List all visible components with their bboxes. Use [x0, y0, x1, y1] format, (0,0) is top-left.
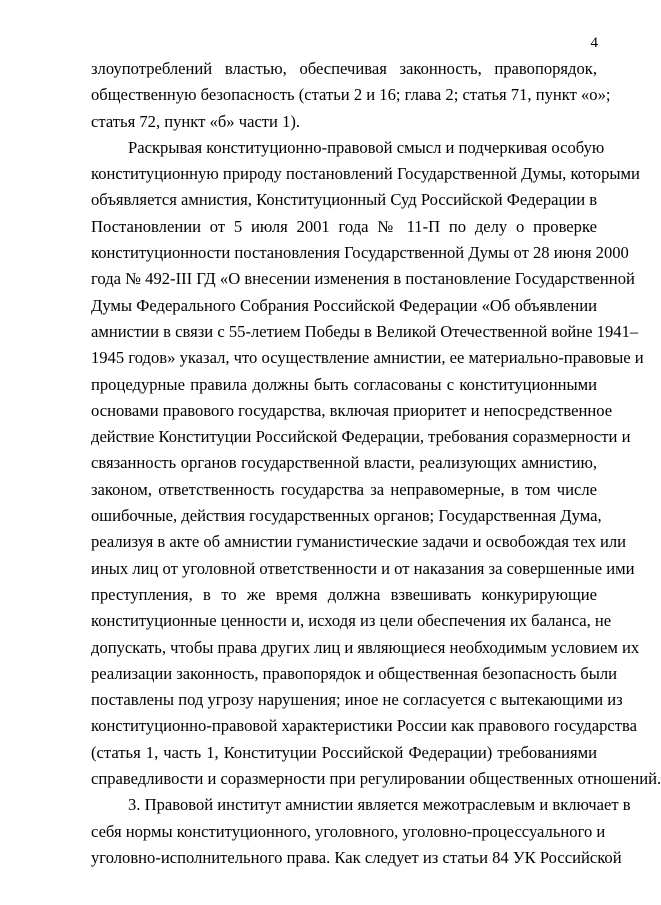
- text-line: злоупотреблений властью, обеспечивая законность, правопорядок,: [91, 59, 597, 78]
- page-number: 4: [590, 35, 598, 51]
- text-line: статья 72, пункт «б» части 1).: [91, 111, 301, 131]
- text-line: уголовно-исполнительного права. Как следует из статьи 84 УК Российской: [91, 847, 622, 867]
- text-line: конституционно-правовой характеристики России как правового государства: [91, 716, 637, 736]
- paragraph: [91, 135, 661, 792]
- text-line: реализуя в акте об амнистии гуманистические задачи и освобождая тех или: [91, 532, 627, 552]
- text-line: Раскрывая конституционно-правовой смысл и подчеркивая особую: [128, 137, 605, 157]
- paragraph: [91, 792, 631, 871]
- document-body: [91, 56, 661, 871]
- text-line: допускать, чтобы права других лиц и являющиеся необходимым условием их: [91, 637, 640, 657]
- text-line: (статья 1, часть 1, Конституции Российской Федерации) требованиями: [91, 742, 597, 762]
- text-line: себя нормы конституционного, уголовного, уголовно-процессуального и: [91, 821, 606, 841]
- text-line: реализации законность, правопорядок и общественная безопасность были: [91, 663, 618, 683]
- text-line: конституционности постановления Государственной Думы от 28 июня 2000: [91, 243, 629, 263]
- text-line: Постановлении от 5 июля 2001 года № 11-П по делу о проверке: [91, 216, 597, 236]
- text-line: конституционные ценности и, исходя из цели обеспечения их баланса, не: [91, 611, 612, 631]
- text-line: основами правового государства, включая приоритет и непосредственное: [91, 400, 613, 420]
- text-line: 3. Правовой институт амнистии является межотраслевым и включает в: [128, 795, 631, 815]
- text-line: действие Конституции Российской Федерации, требования соразмерности и: [91, 427, 631, 447]
- text-line: процедурные правила должны быть согласованы с конституционными: [91, 374, 597, 394]
- text-line: амнистии в связи с 55-летием Победы в Великой Отечественной войне 1941–: [91, 321, 639, 341]
- text-line: связанность органов государственной власти, реализующих амнистию,: [91, 453, 597, 473]
- text-line: иных лиц от уголовной ответственности и от наказания за совершенные ими: [91, 558, 635, 578]
- text-line: поставлены под угрозу нарушения; иное не согласуется с вытекающими из: [91, 690, 623, 710]
- text-line: конституционную природу постановлений Государственной Думы, которыми: [91, 164, 640, 184]
- text-line: объявляется амнистия, Конституционный Суд Российской Федерации в: [91, 190, 598, 210]
- text-line: общественную безопасность (статьи 2 и 16; глава 2; статья 71, пункт «о»;: [91, 85, 611, 105]
- text-line: ошибочные, действия государственных органов; Государственная Дума,: [91, 506, 602, 526]
- text-line: года № 492-III ГД «О внесении изменения в постановление Государственной: [91, 269, 635, 289]
- text-line: преступления, в то же время должна взвешивать конкурирующие: [91, 584, 597, 604]
- text-line: Думы Федерального Собрания Российской Федерации «Об объявлении: [91, 295, 597, 315]
- paragraph: [91, 56, 611, 135]
- text-line: законом, ответственность государства за неправомерные, в том числе: [91, 479, 597, 499]
- text-line: справедливости и соразмерности при регулировании общественных отношений.: [91, 769, 661, 789]
- text-line: 1945 годов» указал, что осуществление амнистии, ее материально-правовые и: [91, 348, 644, 368]
